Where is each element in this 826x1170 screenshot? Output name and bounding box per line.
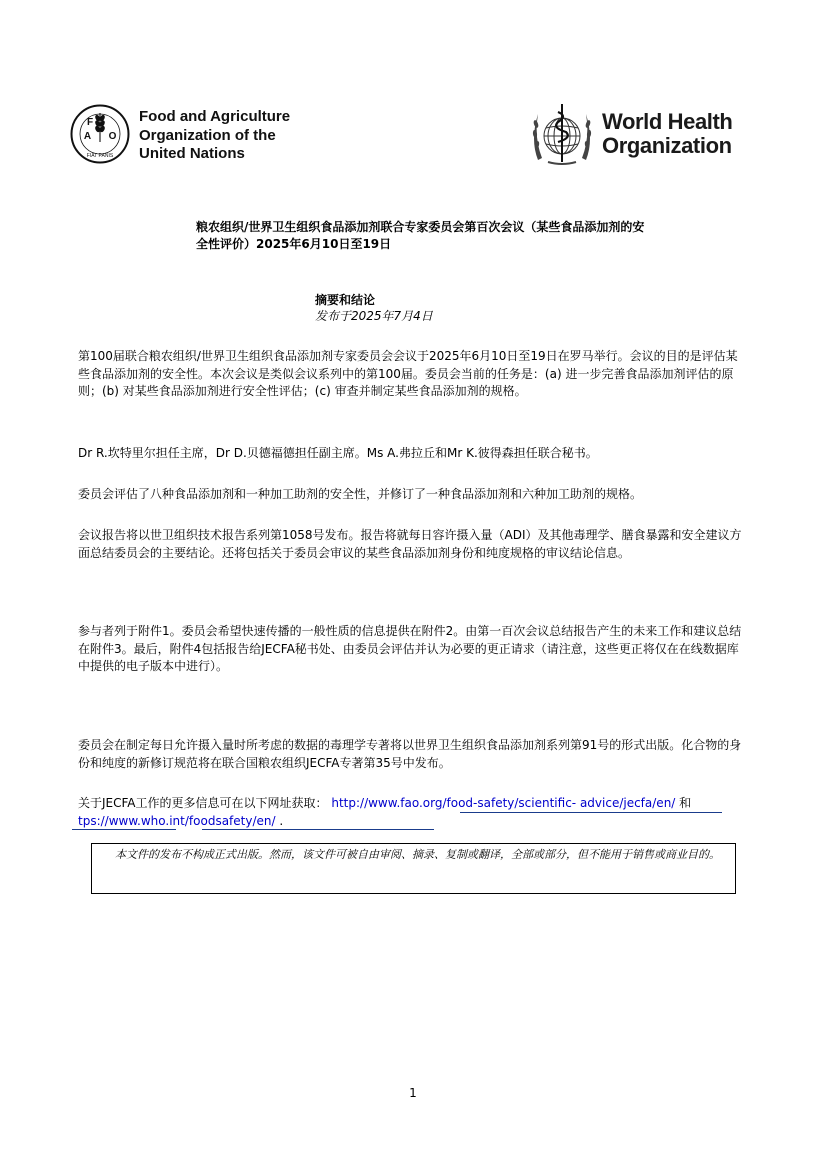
more-info-prefix: 关于JECFA工作的更多信息可在以下网址获取：: [78, 796, 328, 810]
fao-name-line-2: Organization of the: [139, 126, 276, 144]
fao-logo-motto: FIAT PANIS: [86, 153, 114, 159]
document-title: 粮农组织/世界卫生组织食品添加剂联合专家委员会第百次会议（某些食品添加剂的安全性评价）2025年6月10日至19日: [196, 220, 645, 251]
page-number: 1: [409, 1086, 417, 1100]
summary-heading: 摘要和结论: [315, 293, 376, 307]
fao-link-underline: [460, 812, 722, 813]
who-name: [602, 110, 732, 158]
publication-date: 发布于2025年7月4日: [315, 309, 433, 323]
wheat-ear-icon: [95, 113, 105, 142]
paragraph-evaluations: 委员会评估了八种食品添加剂和一种加工助剂的安全性，并修订了一种食品添加剂和六种加工助剂的规格。: [78, 487, 643, 501]
who-emblem-icon: [528, 100, 596, 168]
paragraph-annexes: 参与者列于附件1。委员会希望快速传播的一般性质的信息提供在附件2。由第一百次会议总结报告产生的未来工作和建议总结在附件3。最后，附件4包括报告给JECFA秘书处、由委员会评估并认为必要的更正请求（请注意，这些更正将仅在在线数据库中提供的电子版本中进行）。: [78, 624, 742, 673]
paragraph-chairs: Dr R.坎特里尔担任主席，Dr D.贝德福德担任副主席。Ms A.弗拉丘和Mr K.彼得森担任联合秘书。: [78, 446, 598, 460]
fao-logo-letter-f: F: [86, 117, 94, 128]
disclaimer-box: [91, 843, 736, 894]
fao-logo-letter-a: A: [83, 131, 92, 142]
fao-jecfa-link[interactable]: http://www.fao.org/food-safety/scientific- advice/jecfa/en/: [331, 796, 676, 810]
fao-logo: [70, 104, 130, 164]
more-info-suffix: .: [279, 813, 284, 828]
who-name-line-2: Organization: [602, 133, 732, 158]
paragraph-report: 会议报告将以世卫组织技术报告系列第1058号发布。报告将就每日容许摄入量（ADI）及其他毒理学、膳食暴露和安全建议方面总结委员会的主要结论。还将包括关于委员会审议的某些食品添加剂身份和纯度规格的审议结论信息。: [78, 528, 742, 560]
disclaimer-text: 本文件的发布不构成正式出版。然而，该文件可被自由审阅、摘录、复制或翻译，全部或部分，但不能用于销售或商业目的。: [115, 848, 720, 861]
fao-name-line-3: United Nations: [139, 145, 245, 162]
who-name-line-1: World Health: [602, 109, 733, 134]
fao-name-line-1: Food and Agriculture: [139, 108, 291, 125]
paragraph-meeting-intro: 第100届联合粮农组织/世界卫生组织食品添加剂专家委员会会议于2025年6月10日至19日在罗马举行。会议的目的是评估某些食品添加剂的安全性。本次会议是类似会议系列中的第100届。委员会当前的任务是：(a) 进一步完善食品添加剂评估的原则；(b) 对某些食品添加剂进行安全性评估；(c) 审查并制定某些食品添加剂的规格。: [78, 349, 738, 398]
fao-logo-letter-o: O: [108, 131, 117, 142]
fao-name: [139, 108, 290, 164]
more-info-conjunction: 和: [679, 796, 692, 810]
who-link-underline-2: [202, 829, 434, 830]
paragraph-monographs: 委员会在制定每日允许摄入量时所考虑的数据的毒理学专著将以世界卫生组织食品添加剂系列第91号的形式出版。化合物的身份和纯度的新修订规范将在联合国粮农组织JECFA专著第35号中发布。: [78, 738, 742, 770]
who-foodsafety-link[interactable]: tps://www.who.int/foodsafety/en/: [78, 813, 276, 828]
who-link-underline-1: [72, 829, 176, 830]
